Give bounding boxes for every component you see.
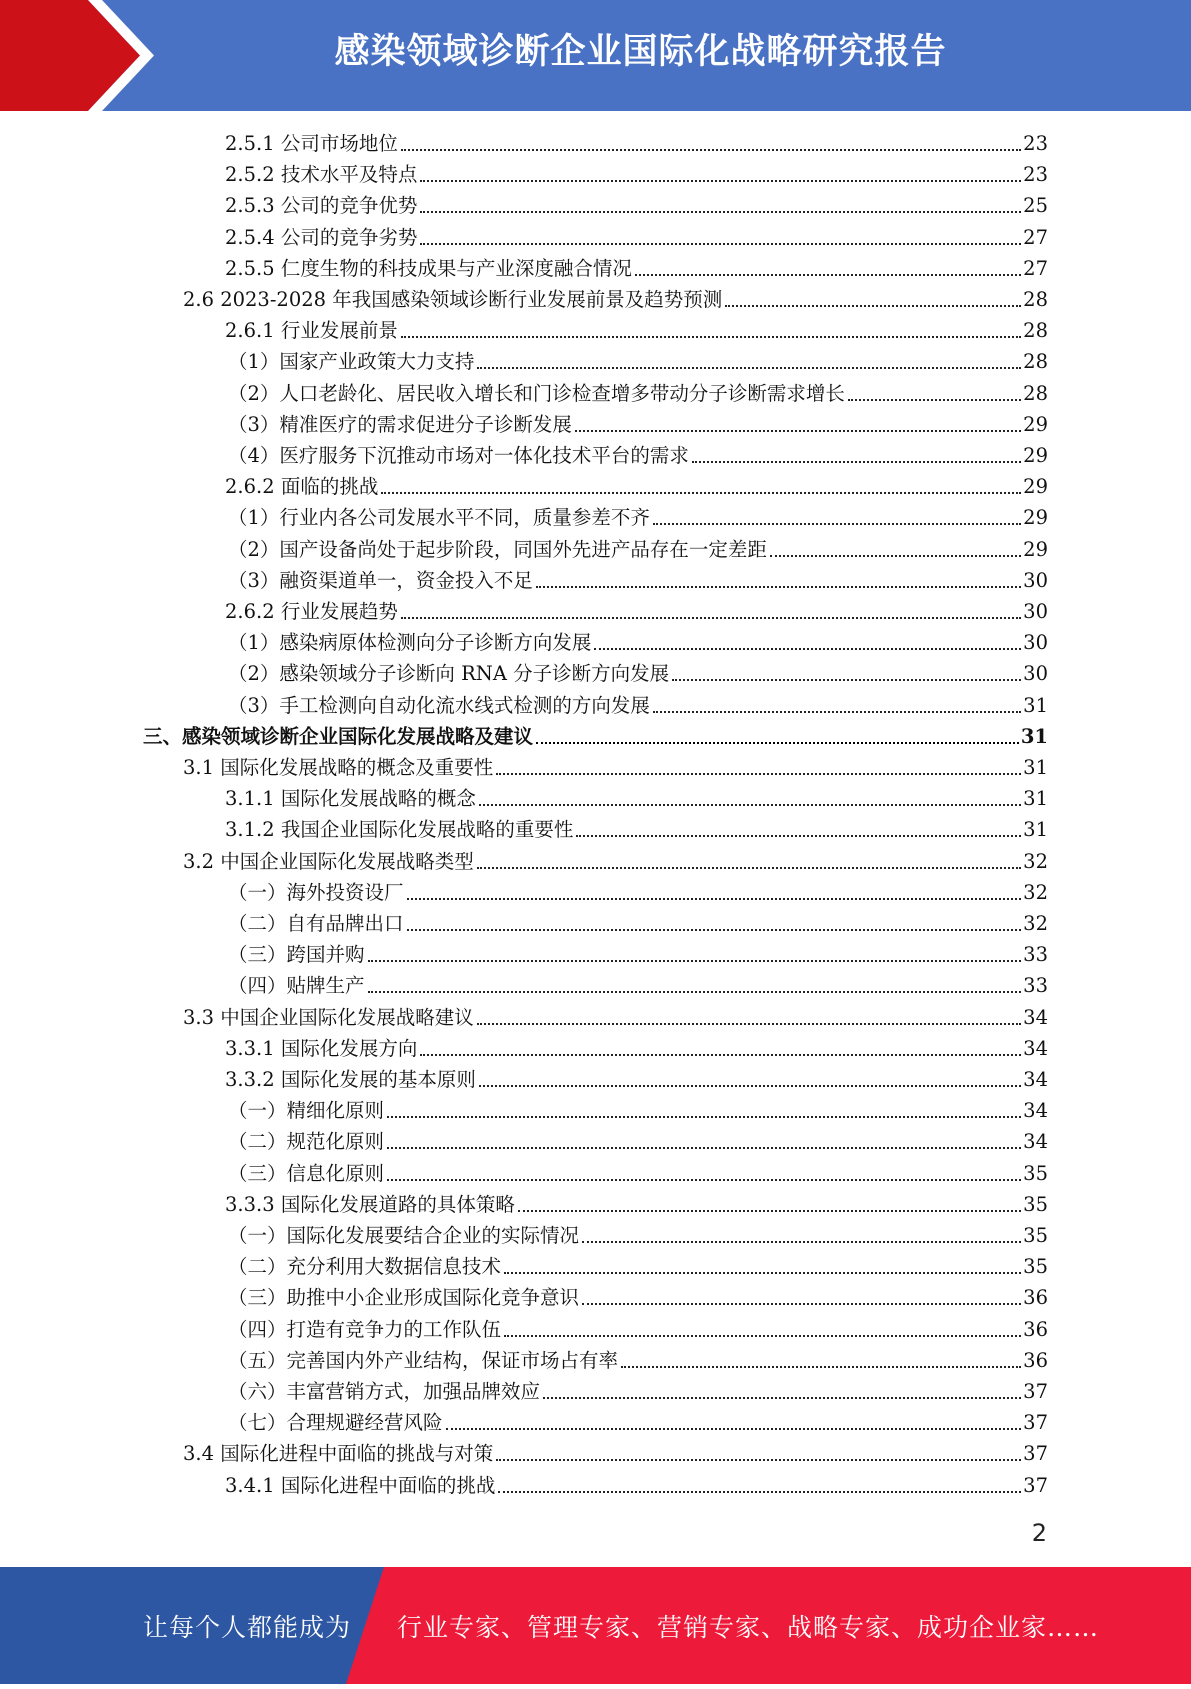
toc-dot-leader	[407, 897, 1022, 900]
toc-entry-page: 28	[1023, 319, 1048, 343]
toc-entry[interactable]	[228, 906, 1048, 937]
toc-entry-label: 2.6.2 面临的挑战	[225, 475, 379, 499]
toc-entry-page: 36	[1023, 1348, 1048, 1372]
toc-dot-leader	[518, 1209, 1021, 1212]
toc-dot-leader	[401, 335, 1021, 338]
toc-entry[interactable]	[228, 968, 1048, 999]
toc-entry-label: （三）跨国并购	[228, 943, 365, 967]
toc-entry-label: 三、感染领域诊断企业国际化发展战略及建议	[143, 724, 534, 748]
toc-entry-label: （4）医疗服务下沉推动市场对一体化技术平台的需求	[228, 444, 689, 467]
toc-entry-label: 3.1.2 我国企业国际化发展战略的重要性	[225, 818, 574, 842]
toc-dot-leader	[582, 1302, 1021, 1305]
toc-entry[interactable]	[228, 1093, 1048, 1124]
toc-entry-label: （二）规范化原则	[228, 1130, 385, 1154]
toc-entry-label: 3.3.1 国际化发展方向	[225, 1036, 418, 1060]
toc-entry[interactable]	[228, 438, 1048, 469]
toc-entry-page: 37	[1023, 1380, 1048, 1403]
toc-entry-label: （2）人口老龄化、居民收入增长和门诊检查增多带动分子诊断需求增长	[228, 381, 845, 405]
toc-dot-leader	[368, 990, 1022, 993]
toc-entry-label: 2.5.2 技术水平及特点	[225, 163, 418, 187]
toc-entry[interactable]	[228, 1405, 1048, 1436]
toc-dot-leader	[770, 554, 1021, 557]
toc-entry-label: （六）丰富营销方式，加强品牌效应	[228, 1380, 541, 1403]
toc-entry-label: （3）手工检测向自动化流水线式检测的方向发展	[228, 693, 650, 717]
toc-entry-label: （3）精准医疗的需求促进分子诊断发展	[228, 412, 572, 436]
toc-dot-leader	[446, 1427, 1022, 1430]
toc-entry-label: 3.3 中国企业国际化发展战略建议	[183, 1005, 474, 1029]
toc-entry[interactable]	[228, 688, 1048, 719]
toc-dot-leader	[848, 398, 1021, 401]
toc-dot-leader	[387, 1178, 1021, 1181]
toc-entry-label: （1）国家产业政策大力支持	[228, 350, 475, 374]
toc-entry-label: 3.1.1 国际化发展战略的概念	[225, 787, 476, 811]
toc-entry-page: 23	[1023, 163, 1048, 187]
toc-entry[interactable]	[228, 625, 1048, 656]
toc-entry-label: （2）感染领域分子诊断向 RNA 分子诊断方向发展	[228, 662, 670, 686]
toc-entry[interactable]	[228, 875, 1048, 906]
toc-entry[interactable]	[228, 1156, 1048, 1187]
toc-entry-page: 28	[1023, 288, 1048, 311]
toc-entry[interactable]	[183, 844, 1048, 875]
toc-dot-leader	[420, 1053, 1021, 1056]
toc-entry-label: 2.5.4 公司的竞争劣势	[225, 225, 418, 249]
toc-entry[interactable]	[228, 376, 1048, 407]
toc-entry[interactable]	[225, 251, 1048, 282]
toc-entry-page: 35	[1023, 1255, 1048, 1279]
toc-dot-leader	[635, 273, 1021, 276]
toc-entry-page: 36	[1023, 1286, 1048, 1310]
toc-entry[interactable]	[143, 719, 1048, 750]
page-number: 2	[1031, 1519, 1047, 1547]
toc-entry-label: （三）助推中小企业形成国际化竞争意识	[228, 1286, 580, 1310]
toc-entry-page: 29	[1023, 506, 1048, 530]
toc-entry-page: 30	[1023, 662, 1048, 686]
toc-entry-label: （一）海外投资设厂	[228, 880, 404, 904]
toc-entry-page: 37	[1023, 1442, 1048, 1466]
toc-entry-page: 32	[1023, 880, 1048, 904]
toc-entry[interactable]	[183, 750, 1048, 781]
toc-entry-label: 3.3.2 国际化发展的基本原则	[225, 1068, 476, 1091]
toc-entry[interactable]	[228, 532, 1048, 563]
toc-entry[interactable]	[225, 157, 1048, 188]
toc-entry[interactable]	[228, 1374, 1048, 1405]
toc-entry[interactable]	[225, 781, 1048, 812]
toc-dot-leader	[575, 429, 1021, 432]
toc-entry[interactable]	[228, 563, 1048, 594]
toc-dot-leader	[672, 678, 1021, 681]
toc-entry-page: 35	[1023, 1224, 1048, 1247]
toc-entry[interactable]	[183, 1436, 1048, 1467]
toc-entry-page: 31	[1023, 787, 1048, 811]
toc-entry-label: 2.5.5 仁度生物的科技成果与产业深度融合情况	[225, 256, 632, 280]
toc-entry-page: 34	[1023, 1068, 1048, 1091]
toc-entry-page: 34	[1023, 1130, 1048, 1154]
toc-entry-label: （1）行业内各公司发展水平不同，质量参差不齐	[228, 506, 650, 530]
toc-entry[interactable]	[225, 594, 1048, 625]
toc-entry[interactable]	[225, 1031, 1048, 1062]
toc-entry[interactable]	[225, 812, 1048, 843]
toc-entry-label: 2.5.3 公司的竞争优势	[225, 194, 418, 218]
toc-entry-page: 29	[1023, 475, 1048, 499]
toc-entry[interactable]	[228, 1280, 1048, 1311]
toc-entry-page: 29	[1023, 412, 1048, 436]
toc-dot-leader	[407, 928, 1022, 931]
footer-slogan-left: 让每个人都能成为	[143, 1613, 352, 1642]
toc-entry-page: 33	[1023, 943, 1048, 967]
toc-entry[interactable]	[228, 500, 1048, 531]
toc-entry-page: 25	[1023, 194, 1048, 218]
toc-entry[interactable]	[225, 1187, 1048, 1218]
toc-entry[interactable]	[183, 282, 1048, 313]
toc-entry-label: 3.1 国际化发展战略的概念及重要性	[183, 756, 494, 779]
toc-entry[interactable]	[228, 1343, 1048, 1374]
toc-entry-page: 29	[1023, 444, 1048, 467]
toc-entry-page: 36	[1023, 1317, 1048, 1341]
toc-entry-page: 35	[1023, 1161, 1048, 1185]
toc-entry[interactable]	[225, 220, 1048, 251]
toc-entry-label: （五）完善国内外产业结构，保证市场占有率	[228, 1348, 619, 1372]
toc-dot-leader	[536, 585, 1021, 588]
toc-dot-leader	[477, 366, 1021, 369]
toc-dot-leader	[653, 710, 1021, 713]
toc-dot-leader	[543, 1396, 1021, 1399]
toc-dot-leader	[381, 491, 1021, 494]
toc-entry-page: 30	[1023, 568, 1048, 592]
toc-dot-leader	[479, 1084, 1021, 1087]
toc-entry[interactable]	[225, 1062, 1048, 1093]
toc-dot-leader	[477, 866, 1021, 869]
toc-dot-leader	[387, 1146, 1021, 1149]
toc-entry-label: 3.4 国际化进程中面临的挑战与对策	[183, 1442, 494, 1466]
toc-entry-page: 37	[1023, 1473, 1048, 1497]
toc-entry-label: （一）国际化发展要结合企业的实际情况	[228, 1224, 580, 1247]
toc-dot-leader	[498, 1490, 1021, 1493]
toc-entry-label: （3）融资渠道单一，资金投入不足	[228, 568, 533, 592]
toc-entry-label: （七）合理规避经营风险	[228, 1411, 443, 1435]
toc-entry-page: 29	[1023, 537, 1048, 561]
report-title: 感染领域诊断企业国际化战略研究报告	[334, 32, 947, 72]
toc-dot-leader	[504, 1271, 1021, 1274]
toc-entry[interactable]	[225, 1468, 1048, 1499]
toc-entry-page: 27	[1023, 225, 1048, 249]
toc-entry[interactable]	[228, 344, 1048, 375]
toc-entry[interactable]	[225, 469, 1048, 500]
toc-entry-page: 28	[1023, 381, 1048, 405]
page-footer	[0, 1567, 1191, 1684]
toc-entry-page: 37	[1023, 1411, 1048, 1435]
toc-entry-page: 34	[1023, 1099, 1048, 1123]
toc-entry-page: 32	[1023, 849, 1048, 873]
toc-entry-page: 35	[1023, 1192, 1048, 1216]
toc-dot-leader	[621, 1365, 1021, 1368]
toc-entry-page: 31	[1020, 724, 1048, 748]
toc-dot-leader	[692, 460, 1021, 463]
toc-dot-leader	[477, 1022, 1021, 1025]
toc-entry[interactable]	[228, 1218, 1048, 1249]
toc-entry-page: 23	[1023, 132, 1048, 155]
toc-entry-label: （二）自有品牌出口	[228, 912, 404, 935]
toc-entry[interactable]	[228, 1124, 1048, 1155]
toc-entry[interactable]	[225, 313, 1048, 344]
toc-entry-label: 3.3.3 国际化发展道路的具体策略	[225, 1192, 515, 1216]
toc-entry-page: 27	[1023, 256, 1048, 280]
toc-dot-leader	[420, 242, 1021, 245]
toc-entry-label: （二）充分利用大数据信息技术	[228, 1255, 502, 1279]
toc-entry-label: （1）感染病原体检测向分子诊断方向发展	[228, 631, 592, 655]
toc-dot-leader	[387, 1115, 1021, 1118]
toc-entry[interactable]	[228, 656, 1048, 687]
toc-dot-leader	[582, 1240, 1021, 1243]
toc-entry-page: 30	[1023, 631, 1048, 655]
toc-entry-label: （四）贴牌生产	[228, 974, 365, 998]
toc-entry-label: 3.2 中国企业国际化发展战略类型	[183, 849, 474, 873]
toc-dot-leader	[401, 616, 1021, 619]
toc-dot-leader	[725, 304, 1021, 307]
toc-entry-label: （一）精细化原则	[228, 1099, 385, 1123]
toc-entry[interactable]	[228, 1249, 1048, 1280]
toc-entry-label: 2.5.1 公司市场地位	[225, 132, 398, 155]
toc-dot-leader	[368, 959, 1022, 962]
toc-entry-page: 28	[1023, 350, 1048, 374]
toc-dot-leader	[420, 179, 1021, 182]
toc-dot-leader	[504, 1334, 1021, 1337]
toc-entry[interactable]	[228, 1312, 1048, 1343]
toc-dot-leader	[496, 1458, 1021, 1461]
toc-dot-leader	[576, 834, 1021, 837]
toc-entry-page: 34	[1023, 1005, 1048, 1029]
toc-dot-leader	[420, 210, 1021, 213]
toc-entry-label: （2）国产设备尚处于起步阶段，同国外先进产品存在一定差距	[228, 537, 767, 561]
toc-entry-page: 30	[1023, 600, 1048, 623]
toc-entry[interactable]	[228, 407, 1048, 438]
toc-entry-label: （四）打造有竞争力的工作队伍	[228, 1317, 502, 1341]
toc-entry-page: 34	[1023, 1036, 1048, 1060]
toc-entry-page: 31	[1023, 693, 1048, 717]
toc-entry[interactable]	[225, 126, 1048, 157]
footer-slogan-right: 行业专家、管理专家、营销专家、战略专家、成功企业家……	[397, 1613, 1100, 1642]
toc-entry[interactable]	[183, 1000, 1048, 1031]
toc-entry-label: 2.6.1 行业发展前景	[225, 319, 398, 343]
toc-entry[interactable]	[225, 188, 1048, 219]
toc-entry-label: （三）信息化原则	[228, 1161, 385, 1185]
report-header	[0, 0, 1191, 111]
toc-entry-page: 31	[1023, 818, 1048, 842]
toc-entry[interactable]	[228, 937, 1048, 968]
toc-dot-leader	[653, 522, 1021, 525]
toc-entry-page: 31	[1023, 756, 1048, 779]
toc-entry-page: 33	[1023, 974, 1048, 998]
toc-dot-leader	[496, 772, 1021, 775]
toc-dot-leader	[594, 647, 1021, 650]
toc-entry-page: 32	[1023, 912, 1048, 935]
toc-dot-leader	[479, 803, 1021, 806]
toc-entry-label: 2.6.2 行业发展趋势	[225, 600, 398, 623]
toc-dot-leader	[536, 741, 1019, 744]
toc-entry-label: 2.6 2023-2028 年我国感染领域诊断行业发展前景及趋势预测	[183, 288, 723, 311]
toc-entry-label: 3.4.1 国际化进程中面临的挑战	[225, 1473, 496, 1497]
toc-dot-leader	[401, 148, 1021, 151]
